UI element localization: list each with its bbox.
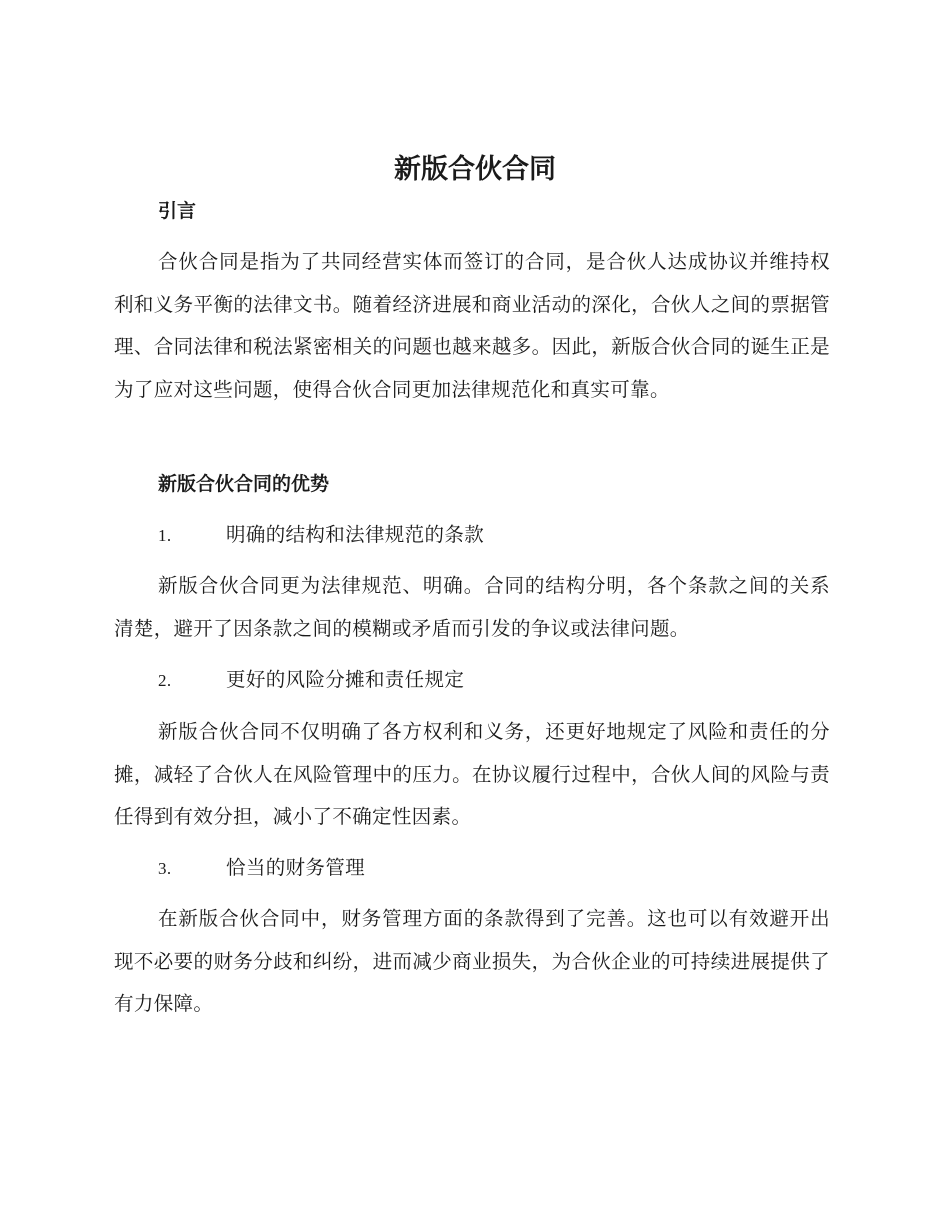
item-number: 3. xyxy=(158,859,172,878)
item-number: 2. xyxy=(158,671,172,690)
advantages-heading: 新版合伙合同的优势 xyxy=(158,473,330,495)
item-2-paragraph: 新版合伙合同不仅明确了各方权利和义务，还更好地规定了风险和责任的分摊，减轻了合伙人在风险管理中的压力。在协议履行过程中，合伙人间的风险与责任得到有效分担，减小了不确定性因素。 xyxy=(114,720,830,828)
item-title: 更好的风险分摊和责任规定 xyxy=(226,668,465,691)
item-title: 恰当的财务管理 xyxy=(226,856,365,879)
item-title: 明确的结构和法律规范的条款 xyxy=(226,523,485,546)
item-3-heading xyxy=(158,854,365,883)
item-2-heading xyxy=(158,666,464,695)
item-1-paragraph: 新版合伙合同更为法律规范、明确。合同的结构分明，各个条款之间的关系清楚，避开了因条款之间的模糊或矛盾而引发的争议或法律问题。 xyxy=(114,574,830,640)
intro-heading: 引言 xyxy=(158,200,197,222)
item-1-heading xyxy=(158,521,484,550)
intro-paragraph: 合伙合同是指为了共同经营实体而签订的合同，是合伙人达成协议并维持权利和义务平衡的法律文书。随着经济进展和商业活动的深化，合伙人之间的票据管理、合同法律和税法紧密相关的问题也越来越多。因此，新版合伙合同的诞生正是为了应对这些问题，使得合伙合同更加法律规范化和真实可靠。 xyxy=(114,250,830,401)
item-number: 1. xyxy=(158,526,172,545)
document-title: 新版合伙合同 xyxy=(394,154,556,185)
item-3-paragraph: 在新版合伙合同中，财务管理方面的条款得到了完善。这也可以有效避开出现不必要的财务分歧和纠纷，进而减少商业损失，为合伙企业的可持续进展提供了有力保障。 xyxy=(114,907,830,1015)
